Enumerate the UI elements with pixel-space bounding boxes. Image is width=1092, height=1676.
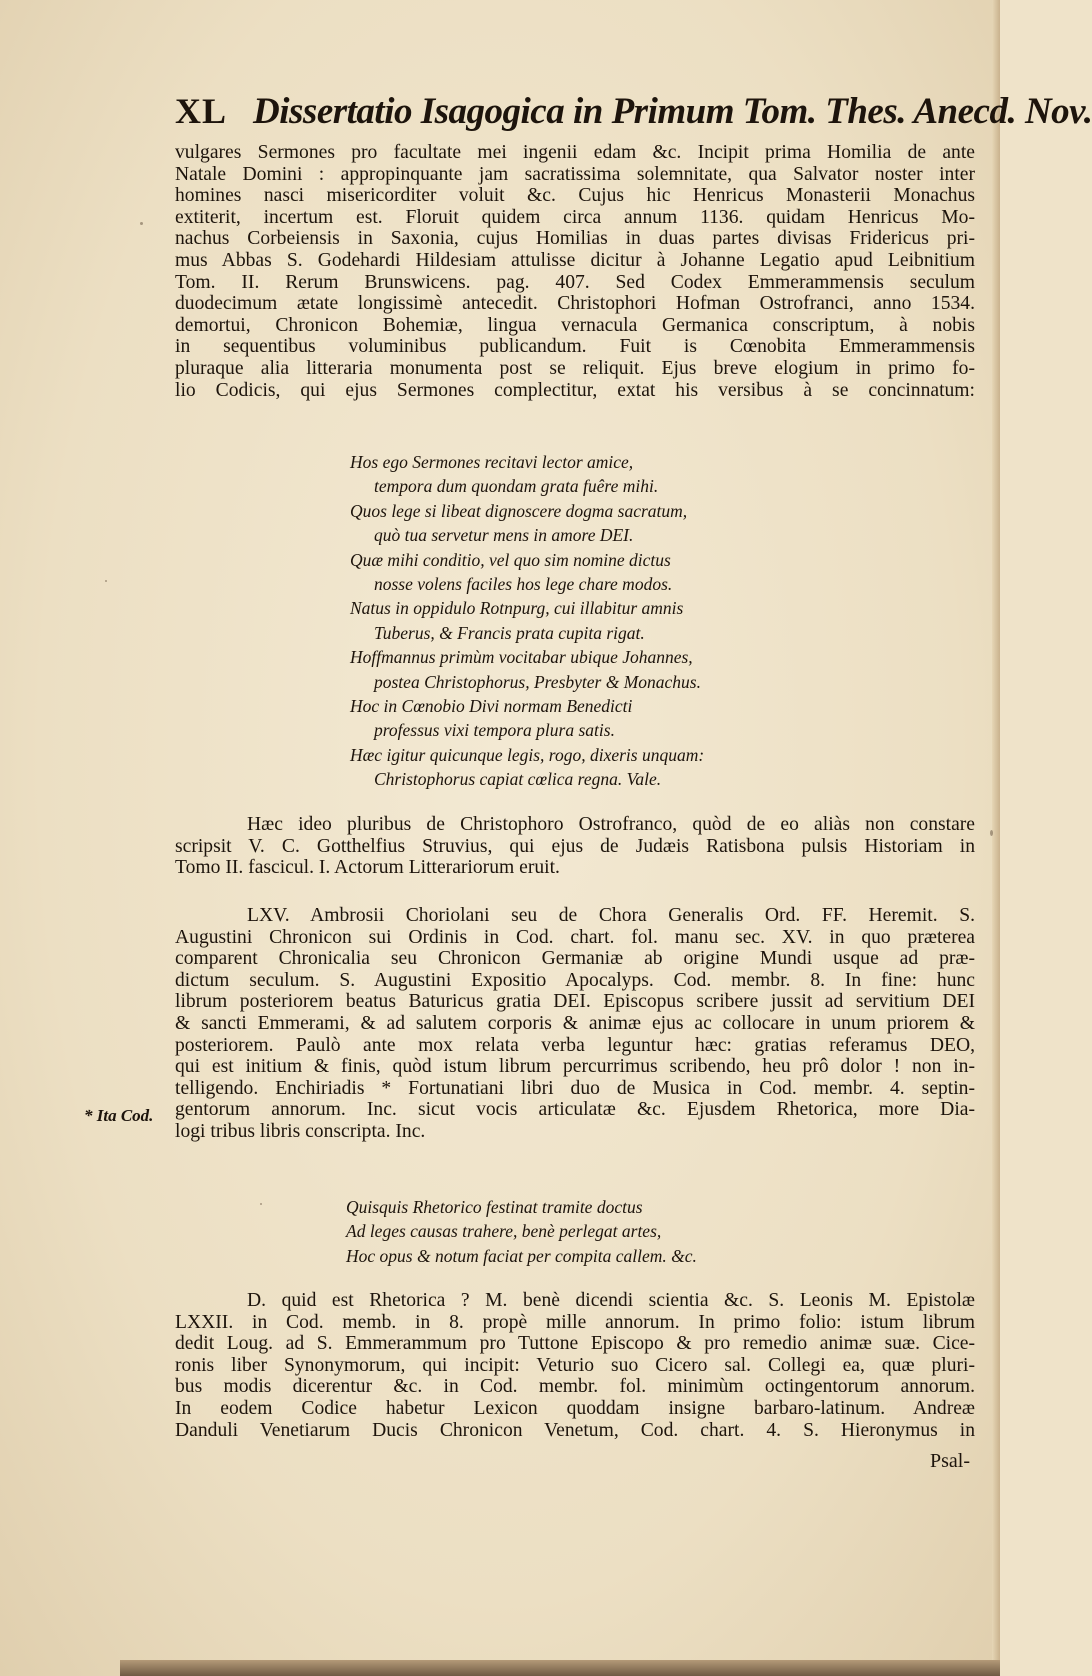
paper-speck	[105, 580, 107, 582]
verse-line: Hoffmannus primùm vocitabar ubique Johannes,	[350, 647, 693, 668]
verse-line: nosse volens faciles hos lege chare modos.	[374, 573, 673, 594]
verse-line: Hæc igitur quicunque legis, rogo, dixeris unquam:	[350, 744, 705, 765]
page-header	[175, 90, 1092, 138]
text-line: comparent Chronicalia seu Chronicon Germaniæ ab origine Mundi usque ad præ-	[175, 948, 975, 970]
verse-line: Christophorus capiat cœlica regna. Vale.	[374, 769, 662, 790]
running-title: Dissertatio Isagogica in Primum Tom. Thes. Anecd. Nov.	[253, 91, 1092, 132]
page-right-edge	[992, 0, 1000, 1676]
text-line: & sancti Emmerami, & ad salutem corporis & animæ ejus ac collocare in unum priorem &	[175, 1012, 975, 1034]
paragraph-1	[175, 142, 975, 401]
text-line: scripsit V. C. Gotthelfius Struvius, qui ejus de Judæis Ratisbona pulsis Historiam in	[175, 835, 975, 857]
poem-elogium	[350, 450, 704, 791]
text-line: librum posteriorem beatus Baturicus gratia DEI. Episcopus scribere jussit ad servitium DEI	[175, 991, 975, 1013]
text-line: ronis liber Synonymorum, qui incipit: Veturio suo Cicero sal. Collegi ea, quæ pluri-	[175, 1354, 975, 1376]
text-line: homines nasci misericorditer voluit &c. Cujus hic Henricus Monasterii Monachus	[175, 185, 975, 207]
text-line: nachus Corbeiensis in Saxonia, cujus Homilias in duas partes divisas Fridericus pri-	[175, 228, 975, 250]
text-line: vulgares Sermones pro facultate mei ingenii edam &c. Incipit prima Homilia de ante	[175, 142, 975, 163]
paper-speck	[990, 830, 993, 836]
verse-line: Hoc opus & notum faciat per compita callem. &c.	[346, 1245, 697, 1266]
text-line: D. quid est Rhetorica ? M. benè dicendi scientia &c. S. Leonis M. Epistolæ	[247, 1290, 975, 1311]
verse-line: quò tua servetur mens in amore DEI.	[374, 525, 634, 546]
paragraph-4	[175, 1290, 975, 1441]
folio-number: XL	[175, 91, 228, 131]
text-line: LXV. Ambrosii Choriolani seu de Chora Generalis Ord. FF. Heremit. S.	[247, 905, 975, 926]
paragraph-2	[175, 814, 975, 879]
paper-speck	[260, 1203, 262, 1205]
verse-line: Hos ego Sermones recitavi lector amice,	[350, 452, 634, 472]
verse-line: Quæ mihi conditio, vel quo sim nomine dictus	[350, 549, 671, 570]
text-line: bus modis dicerentur &c. in Cod. membr. fol. minimùm octingentorum annorum.	[175, 1376, 975, 1398]
poem-rhetorica	[346, 1195, 697, 1268]
text-line: in sequentibus voluminibus publicandum. Fuit is Cœnobita Emmerammensis	[175, 336, 975, 358]
text-line: Natale Domini : appropinquante jam sacratissima solemnitate, qua Salvator noster inter	[175, 163, 975, 185]
paper-speck	[140, 222, 143, 225]
text-line: lio Codicis, qui ejus Sermones complectitur, extat his versibus à se concinnatum:	[175, 379, 975, 401]
verse-line: Tuberus, & Francis prata cupita rigat.	[374, 622, 645, 643]
text-line: dedit Loug. ad S. Emmerammum pro Tuttone Episcopo & pro remedio animæ suæ. Cice-	[175, 1333, 975, 1355]
text-line: Augustini Chronicon sui Ordinis in Cod. chart. fol. manu sec. XV. in quo præterea	[175, 926, 975, 948]
text-line: Hæc ideo pluribus de Christophoro Ostrofranco, quòd de eo aliàs non constare	[247, 814, 975, 835]
text-line: gentorum annorum. Inc. sicut vocis articulatæ &c. Ejusdem Rhetorica, more Dia-	[175, 1099, 975, 1121]
text-line: logi tribus libris conscripta. Inc.	[175, 1120, 426, 1142]
verse-line: postea Christophorus, Presbyter & Monachus.	[374, 671, 701, 692]
verse-line: professus vixi tempora plura satis.	[374, 720, 615, 741]
text-line: dictum seculum. S. Augustini Expositio Apocalyps. Cod. membr. 8. In fine: hunc	[175, 969, 975, 991]
verse-line: Hoc in Cœnobio Divi normam Benedicti	[350, 695, 633, 716]
verse-line: Quos lege si libeat dignoscere dogma sacratum,	[350, 500, 688, 521]
margin-note: * Ita Cod.	[84, 1106, 154, 1125]
paragraph-3	[175, 905, 975, 1143]
text-line: extiterit, incertum est. Floruit quidem circa annum 1136. quidam Henricus Mo-	[175, 206, 975, 228]
text-line: duodecimum ætate longissimè antecedit. Christophori Hofman Ostrofranci, anno 1534.	[175, 293, 975, 315]
verse-line: Natus in oppidulo Rotnpurg, cui illabitur amnis	[350, 598, 684, 619]
text-line: In eodem Codice habetur Lexicon quoddam insigne barbaro-latinum. Andreæ	[175, 1397, 975, 1419]
text-line: LXXII. in Cod. memb. in 8. propè mille annorum. In primo folio: istum librum	[175, 1311, 975, 1333]
verse-line: Ad leges causas trahere, benè perlegat artes,	[346, 1221, 662, 1242]
verse-line: Quisquis Rhetorico festinat tramite doctus	[346, 1197, 643, 1217]
text-line: demortui, Chronicon Bohemiæ, lingua vernacula Germanica conscriptum, à nobis	[175, 314, 975, 336]
text-line: mus Abbas S. Godehardi Hildesiam attulisse dicitur à Johanne Legatio apud Leibnitium	[175, 249, 975, 271]
text-line: posteriorem. Paulò ante mox relata verba leguntur hæc: gratias referamus DEO,	[175, 1034, 975, 1056]
text-line: qui est initium & finis, quòd istum librum percurrimus scribendo, heu prô dolor ! non in-	[175, 1056, 975, 1078]
catchword: Psal-	[930, 1450, 970, 1472]
verse-line: tempora dum quondam grata fuêre mihi.	[374, 476, 659, 497]
text-line: pluraque alia litteraria monumenta post se reliquit. Ejus breve elogium in primo fo-	[175, 357, 975, 379]
text-line: Tomo II. fascicul. I. Actorum Litterariorum eruit.	[175, 857, 560, 879]
text-line: telligendo. Enchiriadis * Fortunatiani libri duo de Musica in Cod. membr. 4. septin-	[175, 1077, 975, 1099]
text-line: Danduli Venetiarum Ducis Chronicon Venetum, Cod. chart. 4. S. Hieronymus in	[175, 1419, 975, 1441]
page-bottom-edge	[120, 1660, 1000, 1676]
text-line: Tom. II. Rerum Brunswicens. pag. 407. Sed Codex Emmerammensis seculum	[175, 271, 975, 293]
